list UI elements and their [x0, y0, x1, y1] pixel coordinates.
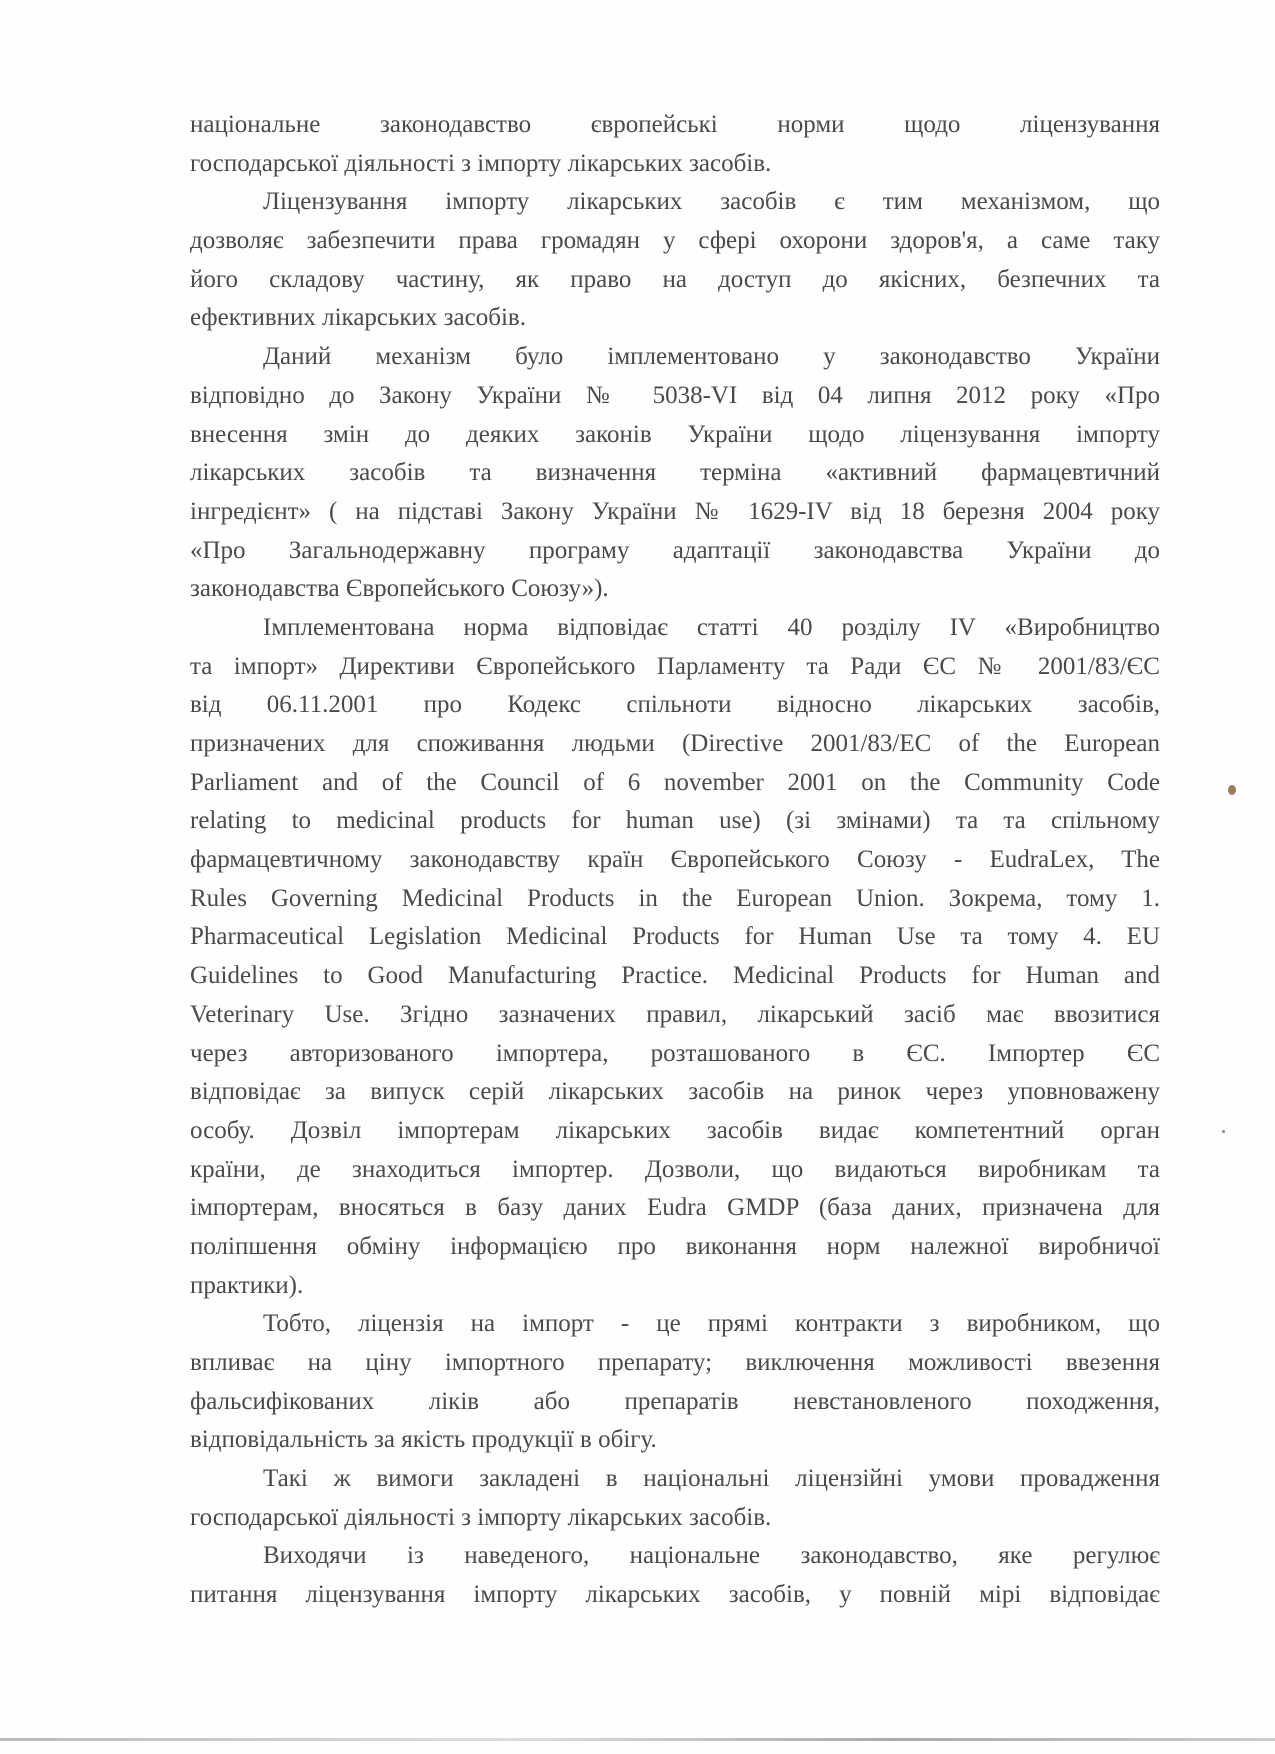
- text-line: інгредієнт» ( на підставі Закону України № 1629-IV від 18 березня 2004 року: [190, 497, 1160, 525]
- paragraph: [190, 106, 1160, 183]
- text-line: та імпорт» Директиви Європейського Парламенту та Ради ЄС № 2001/83/ЄС: [190, 652, 1160, 680]
- text-line: Виходячи із наведеного, національне законодавство, яке регулює: [263, 1542, 1160, 1570]
- text-line: відповідно до Закону України № 5038-VI від 04 липня 2012 року «Про: [190, 381, 1160, 409]
- text-line: фальсифікованих ліків або препаратів невстановленого походження,: [190, 1387, 1160, 1415]
- text-line: призначених для споживання людьми (Directive 2001/83/EC of the European: [190, 730, 1160, 757]
- text-line: relating to medicinal products for human use) (зі змінами) та та спільному: [190, 807, 1160, 835]
- text-line: його складову частину, як право на доступ до якісних, безпечних та: [190, 265, 1160, 293]
- text-line: країни, де знаходиться імпортер. Дозволи, що видаються виробникам та: [190, 1155, 1160, 1183]
- paragraph: [190, 609, 1160, 1305]
- text-line: практики).: [190, 1271, 304, 1299]
- text-line: Такі ж вимоги закладені в національні ліцензійні умови провадження: [263, 1465, 1160, 1493]
- text-line: Veterinary Use. Згідно зазначених правил, лікарський засіб має ввозитися: [190, 1000, 1160, 1028]
- text-line: Тобто, ліцензія на імпорт - це прямі контракти з виробником, що: [263, 1310, 1160, 1338]
- text-line: Rules Governing Medicinal Products in the European Union. Зокрема, тому 1.: [190, 884, 1160, 912]
- text-line: Даний механізм було імплементовано у законодавство України: [263, 343, 1160, 371]
- text-line: від 06.11.2001 про Кодекс спільноти відносно лікарських засобів,: [190, 691, 1160, 719]
- text-line: дозволяє забезпечити права громадян у сфері охорони здоров'я, а саме таку: [190, 227, 1160, 255]
- text-line: Guidelines to Good Manufacturing Practice. Medicinal Products for Human and: [190, 962, 1160, 990]
- text-line: відповідальність за якість продукції в обігу.: [190, 1426, 657, 1454]
- text-line: господарської діяльності з імпорту лікарських засобів.: [190, 1503, 772, 1531]
- text-line: імпортерам, вносяться в базу даних Eudra GMDP (база даних, призначена для: [190, 1194, 1160, 1222]
- paragraph: [190, 1460, 1160, 1537]
- text-line: національне законодавство європейські норми щодо ліцензування: [190, 111, 1160, 138]
- paragraph: [190, 1537, 1160, 1614]
- text-line: законодавства Європейського Союзу»).: [190, 575, 609, 603]
- text-line: питання ліцензування імпорту лікарських засобів, у повній мірі відповідає: [190, 1581, 1160, 1609]
- text-line: лікарських засобів та визначення терміна «активний фармацевтичний: [190, 459, 1160, 487]
- text-line: через авторизованого імпортера, розташованого в ЄС. Імпортер ЄС: [190, 1039, 1160, 1067]
- text-line: Ліцензування імпорту лікарських засобів є тим механізмом, що: [263, 188, 1160, 216]
- text-line: відповідає за випуск серій лікарських засобів на ринок через уповноважену: [190, 1078, 1160, 1106]
- text-line: фармацевтичному законодавству країн Європейського Союзу - EudraLex, The: [190, 846, 1160, 874]
- text-line: ефективних лікарських засобів.: [190, 304, 526, 332]
- text-line: Parliament and of the Council of 6 november 2001 on the Community Code: [190, 768, 1160, 796]
- text-line: поліпшення обміну інформацією про виконання норм належної виробничої: [190, 1232, 1160, 1260]
- text-line: господарської діяльності з імпорту лікарських засобів.: [190, 149, 772, 177]
- scan-speck: [1222, 1130, 1225, 1133]
- text-line: «Про Загальнодержавну програму адаптації законодавства України до: [190, 536, 1160, 564]
- paragraph: [190, 1305, 1160, 1460]
- scan-speck: [1228, 785, 1236, 795]
- scan-edge-line: [0, 1738, 1275, 1741]
- text-line: особу. Дозвіл імпортерам лікарських засобів видає компетентний орган: [190, 1116, 1160, 1144]
- paragraph: [190, 338, 1160, 609]
- text-line: впливає на ціну імпортного препарату; виключення можливості ввезення: [190, 1349, 1160, 1376]
- paragraph: [190, 183, 1160, 338]
- text-line: Імплементована норма відповідає статті 40 розділу IV «Виробництво: [263, 613, 1160, 641]
- text-line: Pharmaceutical Legislation Medicinal Products for Human Use та тому 4. EU: [190, 923, 1160, 951]
- text-line: внесення змін до деяких законів України щодо ліцензування імпорту: [190, 420, 1160, 448]
- document-body: [190, 106, 1160, 1615]
